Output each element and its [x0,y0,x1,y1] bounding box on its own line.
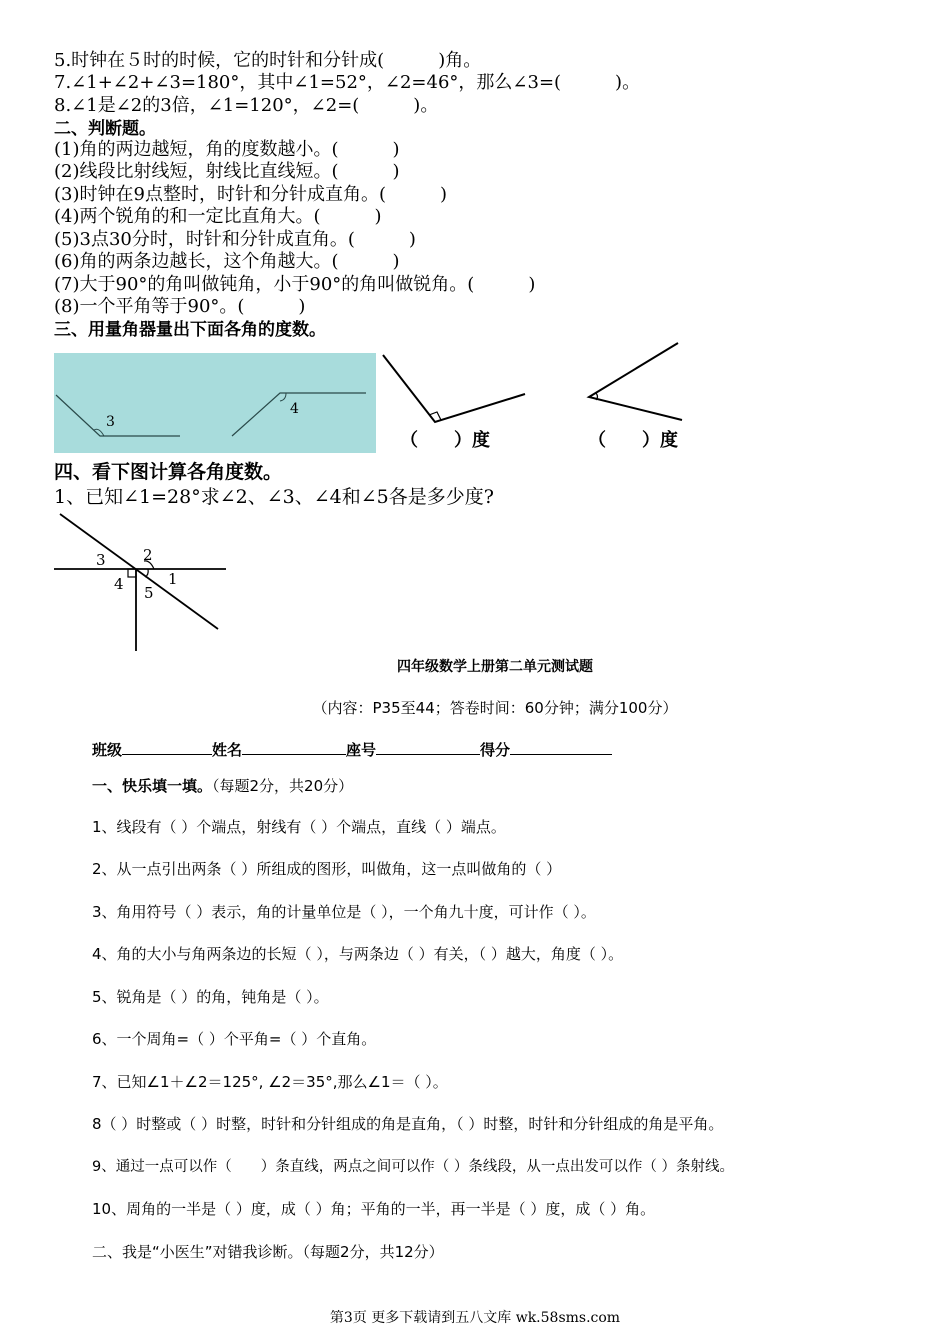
section4-title: 四、看下图计算各角度数。 [54,461,283,483]
acute-angle-arc [596,393,598,400]
name-blank[interactable] [242,738,346,755]
judge-item-1: (1)角的两边越短，角的度数越小。( ) [54,139,400,160]
section3-title: 三、用量角器量出下面各角的度数。 [54,320,326,340]
paper-subtitle: （内容：P35至44；答卷时间：60分钟；满分100分） [312,699,678,717]
field-class: 班级 [92,741,123,759]
judge-item-7: (7)大于90°的角叫做钝角，小于90°的角叫做锐角。( ) [54,274,536,295]
label-2: 2 [143,546,153,564]
judge-item-4: (4)两个锐角的和一定比直角大。( ) [54,206,382,227]
judge-item-8: (8)一个平角等于90°。( ) [54,296,306,317]
fill-item-4: 4、角的大小与角两条边的长短（ ），与两条边（ ）有关，（ ）越大，角度（ ）。 [92,945,624,963]
judge-item-5: (5)3点30分时，时针和分针成直角。( ) [54,229,416,250]
diagonal-line [60,514,218,629]
angle-4-label: 4 [290,401,299,417]
class-blank[interactable] [122,738,212,755]
figure-background [54,353,376,453]
paper-section1-title: 一、快乐填一填。 [92,777,213,795]
label-3: 3 [96,551,106,569]
judge-item-2: (2)线段比射线短，射线比直线短。( ) [54,161,400,182]
label-5: 5 [144,584,154,602]
fill-item-10: 10、周角的一半是（ ）度，成（ ）角；平角的一半，再一半是（ ）度，成（ ）角。 [92,1200,656,1218]
field-name: 姓名 [212,741,243,759]
score-blank[interactable] [510,738,612,755]
intersecting-lines-figure [50,508,235,653]
right-angle-mark [128,569,136,577]
paper-section2-title: 二、我是“小医生”对错我诊断。（每题2分，共12分） [92,1243,444,1261]
label-1: 1 [168,570,178,588]
obtuse-angle-figure [380,340,530,430]
fill-item-9: 9、通过一点可以作（ ）条直线，两点之间可以作（ ）条线段，从一点出发可以作（ ）条射线。 [92,1159,734,1175]
judge-item-3: (3)时钟在9点整时，时针和分针成直角。( ) [54,184,447,205]
paper-title: 四年级数学上册第二单元测试题 [397,659,593,675]
field-score: 得分 [480,741,511,759]
section4-question: 1、已知∠1=28°求∠2、∠3、∠4和∠5各是多少度? [54,486,494,508]
acute-angle-figure [580,340,690,425]
fill-item-3: 3、角用符号（ ）表示，角的计量单位是（ ），一个角九十度，可计作（ ）。 [92,903,596,921]
paper-section1-heading [92,776,353,796]
acute-angle-lines [589,343,682,420]
judge-item-6: (6)角的两条边越长，这个角越大。( ) [54,251,400,272]
info-fields [92,738,612,760]
top-question-8: 8.∠1是∠2的3倍，∠1=120°，∠2=( )。 [54,95,439,116]
fill-item-1: 1、线段有（ ）个端点，射线有（ ）个端点，直线（ ）端点。 [92,818,506,836]
paper-section1-note: （每题2分，共20分） [212,777,354,795]
fill-item-5: 5、锐角是（ ）的角，钝角是（ ）。 [92,988,329,1006]
fill-item-8: 8（ ）时整或（ ）时整，时针和分针组成的角是直角，（ ）时整，时针和分针组成的角是平角。 [92,1115,724,1133]
answer-blank-1: （ ）度 [400,430,490,451]
label-4: 4 [114,575,124,593]
top-question-7: 7.∠1+∠2+∠3=180°，其中∠1=52°，∠2=46°，那么∠3=( )。 [54,72,641,93]
answer-blank-2: （ ）度 [588,430,678,451]
angle-figure-panel [54,353,376,453]
fill-item-7: 7、已知∠1＋∠2＝125°, ∠2＝35°,那么∠1＝（ ）。 [92,1073,448,1091]
page-footer: 第3页 更多下载请到五八文库 wk.58sms.com [329,1310,621,1326]
fill-item-2: 2、从一点引出两条（ ）所组成的图形，叫做角，这一点叫做角的（ ） [92,860,562,878]
top-question-5: 5.时钟在５时的时候，它的时针和分针成( )角。 [54,50,482,71]
fill-item-6: 6、一个周角=（ ）个平角=（ ）个直角。 [92,1030,377,1048]
seat-blank[interactable] [376,738,480,755]
field-seat: 座号 [346,741,377,759]
angle-3-label: 3 [106,414,115,430]
obtuse-angle-lines [383,355,525,422]
section2-title: 二、判断题。 [54,119,156,139]
